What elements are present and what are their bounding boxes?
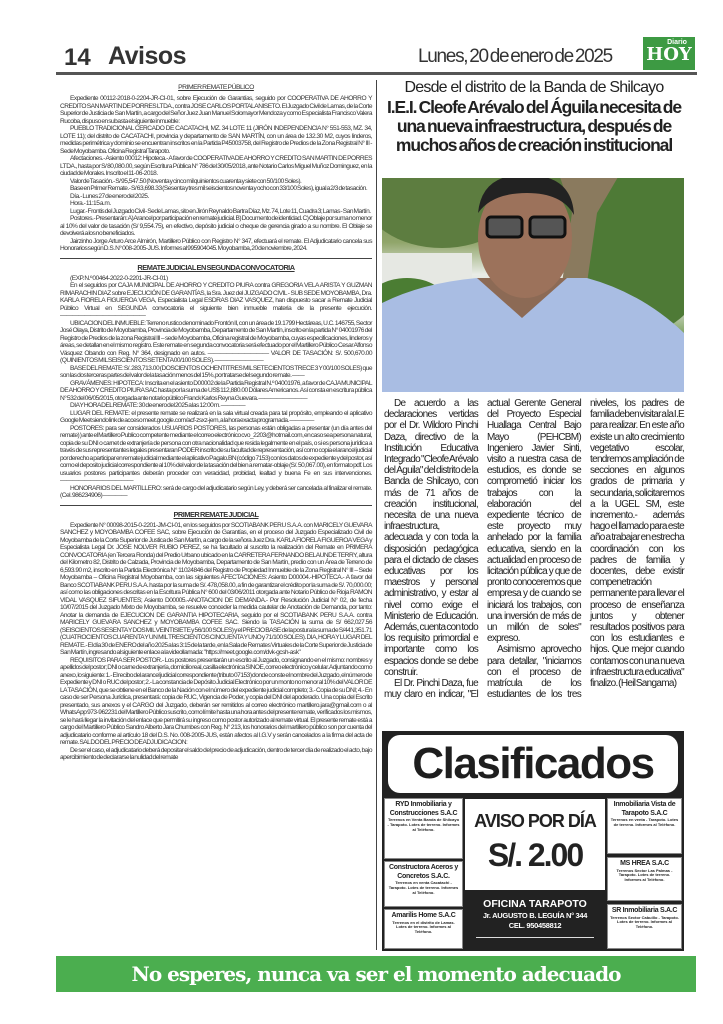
notice-paragraph: Afectaciones.- Asiento 00012: Hipoteca.- A favor de COOPERATIVA DE AHORRO Y CREDITO SAN MARTIN DE PORRES LTDA., hasta por S/ 80,080.00, según Escritura Pública N° 786 del 30/05/2018, ante Notario Carlos Miguel Muñoz Dominguez, en la ciudad de Morales. Inscrito el 11-06-2018. bbox=[60, 155, 372, 177]
office-address: Jr. AUGUSTO B. LEGUÍA N° 344 bbox=[482, 911, 588, 920]
newspaper-logo bbox=[643, 37, 695, 70]
ad-name: MS HREA S.A.C bbox=[620, 860, 669, 867]
classified-ad bbox=[384, 798, 463, 859]
article-body bbox=[384, 398, 684, 728]
notice-paragraph: Valor de Tasación.- S/ 95,547.50 (Noventa y cinco mil quinientos cuarenta y siete con 50/100 Soles). bbox=[70, 177, 302, 185]
notice-heading: REMATE JUDICIAL EN SEGUNDA CONVOCATORIA bbox=[137, 262, 295, 272]
office-panel bbox=[465, 890, 605, 950]
logo-top: Diario bbox=[667, 39, 687, 46]
ad-name: RYD Inmobiliaria y Construcciones S.A.C bbox=[389, 801, 458, 817]
classifieds-title: Clasificados bbox=[388, 735, 678, 793]
notice-paragraph: REQUISITOS PARA SER POSTOR.- Los postores presentarán un escrito al Juzgado, consignando en el mismo: nombres y apellidos del postor; DNI o carne de extranjería, domicilio real, casilla electrónica SINOE, correo electrónico y celular. Adjuntando como anexo, lo siguiente: 1.- El recibo del arancel judicial correspondiente (tributo 07153) donde conste el nombre del Juzgado, el número de Expediente y DNI o RUC del postor; 2.- La constancia de Depósito Judicial Electrónico por un monto no menor al 10% del VALOR DE LA TASACIÓN, que se obtiene en el Banco de la Nación con el número del expediente judicial completo; 3.- Copia de su DNI; 4.- En caso de ser Persona Jurídica, presentará: copia de RUC, Vigencia de Poder, y copia del DNI del apoderado. Una copia del Escrito presentado, sus anexos y el CARGO del Juzgado, deberán ser remitidos al correo electrónico martillero.jara@gmail.com o al WhatsApp 973-962231 del Martillero Público suscrito, como límite hasta una hora antes del presente remate, verificados los mismos, se le hará llegar la invitación del enlace que permitirá su ingreso como postor autorizado al remate virtual. El presente remate está a cargo del Martillero Público Sandro Alberto Jara Chumbes con Reg. N° 213, los honorarios del martillero público son por cuenta del adjudicatario conforme al artículo 18 del D.S. No. 008-2005-JUS, están afectos al I.G.V y serán cancelados a la firma del acta de remate. SALDO DEL PRECIO DE ADJUDICACION: bbox=[60, 656, 372, 746]
header-rule bbox=[56, 72, 697, 75]
notice-paragraph: (EXP. N.º 00464-2022-0-2201-JR-CI-01) bbox=[70, 274, 168, 282]
article-photo bbox=[382, 178, 684, 392]
notice-paragraph: Hora.- 11:15 a.m. bbox=[70, 200, 111, 207]
price-value: S/. 2.00 bbox=[487, 837, 583, 873]
notice-paragraph: GRAVÁMENES: HIPOTECA: Inscrita en el asiento D00002 de la Partida Registral N.º 04001976, a favor de CAJA MUNICIPAL DE AHORRO Y CREDITO PIURA SAC hasta por la suma de US$ 112,880.00 Dólares Americanos. Así consta en escritura pública N° 532 del 06/05/2015, otorgada ante notario público Franck Karlos Reyna Guevara. ———————— bbox=[60, 379, 372, 402]
article-paragraph: De acuerdo a las declaraciones vertidas por el Dr. Wildoro Pinchi Daza, directivo de la Institución Educativa Integrado "Cleofe Arévalo del Águila" del distrito de la Banda de Shilcayo, con más de 71 años de creación institucional, necesita de una nueva infraestructura, adecuada y con toda la disposición pedagógica para el dictado de clases educativas por los maestros y personal administrativo, y estar al nivel como exige el Ministerio de Educación. Además, cuenta con todo los requisito primordial e importante como los espacios donde se debe construir. bbox=[384, 398, 478, 678]
notice-paragraph: Expediente 00112-2018-0-2204-JR-CI-01, sobre Ejecución de Garantías, seguido por COOPERATIVA DE AHORRO Y CREDITO SAN MARTIN DE PORRES LTDA., contra JOSE CARLOS PORTAL ANISETO. El Juzgado Civil de Lamas, de la Corte Superior de Justicia de San Martín, a cargo del Señor Juez Juan Manuel Solomayor Mendoza y como Especialista Francisco Valera Rucoba, dispuso en subasta el siguiente inmueble: bbox=[60, 95, 372, 125]
ad-text: Terrenos Sector Cabuillo - Tarapoto. Lotes de terreno. Informes al Teléfono. bbox=[610, 914, 679, 930]
classified-ad bbox=[384, 909, 463, 949]
notice-heading: PRIMER REMATE PÚBLICO bbox=[178, 84, 254, 91]
notice-paragraph: DIA Y HORA DEL REMATE: 30 de enero del 2025 a las 12:00 m. ———— bbox=[70, 402, 246, 409]
office-divider bbox=[476, 937, 594, 938]
notice-divider bbox=[60, 258, 372, 259]
ad-name: Constructora Aceros y Concretos S.A.C. bbox=[389, 864, 458, 880]
notice-paragraph: PUEBLO TRADICIONAL CERCADO DE CACATACHI, MZ. 34 LOTE 11 (JIRÓN INDEPENDENCIA N° 551-553, MZ. 34, LOTE 11); del distrito de CACATACHI, provincia y departamento de SAN MARTÍN, con un área de 132.30 M2, cuyos linderos, medidas perimétrica y dominio se encuentran inscritos en la Partida P45003758, del Registro de Predios de la Zona Registral N° III - Sede Moyobamba. Oficina Registral Tarapoto. bbox=[60, 125, 372, 155]
classified-ad bbox=[607, 904, 682, 949]
ad-name: Inmobiliaria Vista de Tarapoto S.A.C bbox=[613, 801, 676, 817]
legal-notices bbox=[60, 83, 372, 762]
notice-paragraph: Postores.- Presentarán: A) Arancel por participación en remate judicial. B) Documento de identidad. C) Oblaje por suma no menor al 10% del valor de tasación (S/ 9,554.75), en efectivo, depósito judicial o cheque de gerencia girado a su nombre. El Oblaje se devolverá a los no beneficiados. bbox=[60, 215, 372, 237]
notice-paragraph: POSTORES: para ser considerados USUARIOS POSTORES, las personas están obligadas a presentar (un día antes del remate) ) ante el Martillero Publico competente mediante el correo electrónico cvo_2203@hotmail.com, en caso sea persona natural, copia de su DNI o carnet de extranjería de persona con otra nacionalidad que resida legalmente en el país, o si es persona jurídica a través de sus representantes legales presentaran PODER inscrito de su facultad de representación, así como copia el arancel judicial por derecho a participar en remate judicial mediante el aplicativo Pagalo.BN (código 7153) con los datos de expediente y del postor, así como el deposito judicial correspondiente al 10% del valor de la tasación del bien a rematar-oblaje (S/. 50,067.00), en formato pdf. Los usuarios postores participantes deberán proceder con veracidad, probidad, lealtad y buena Fe en sus intervenciones. ———————————— bbox=[60, 424, 372, 484]
notice-paragraph: Lugar.- Frontis del Juzgado Civil - Sede Lamas, sito en Jirón Reynaldo Bartra Díaz, Mz. 74, Lote 11, Cuadra 3; Lamas - San Martín. bbox=[70, 207, 371, 215]
column-divider bbox=[376, 80, 377, 950]
notice-paragraph: Jairzinho Jorge Arturo Arce Almirón, Martillero Público con Registro N° 347, efectuará el remate. El Adjudicatario cancela sus Honorarios según D.S. N° 008-2005-JUS. Informes al 995904045. Moyobamba, 20 de noviembre, 2024. bbox=[60, 237, 372, 252]
article-title: I.E.I. Cleofe Arévalo del Águila necesita de una nueva infraestructura, después de muchos años de creación institucional bbox=[386, 97, 681, 155]
price-label: AVISO POR DÍA bbox=[474, 811, 596, 831]
ad-text: Terrenos en venta - Tarapoto. Lotes de terreno. Informes al Teléfono. bbox=[610, 817, 679, 827]
notice-paragraph: Expediente N° 00098-2015-0-2201-JM-CI-01, en los seguidos por SCOTIABANK PERU S.A.A. con MARICELY GUEVARA SANCHEZ y MOYOBAMBA COFEE SAC, sobre Ejecución de Garantías, en el proceso del Juzgado Especializado Civil de Moyobamba de la Corte Superior de Justica de San Martín, a cargo de la señora Juez Dra. KARLA FIORELA FIGUEROA VEGA y Especialista Legal Dr. JOSE NOLVER RUBIO PEREZ, se ha facultado al suscrito la realización del Remate en PRIMERA CONVOCATORIA (en Tercera Ronda) del Predio Urbano ubicado en la CARRETERA FERNANDO BELAUNDE TERRY, altura del Kilometro 82, Distrito de Calzada, Provincia de Moyobamba, Departamento de San Martín, predio con un Área de Terreno de 6,593.90 m2, inscrito en la Partida Electrónica N° 11024846 del Registro de Propiedad Inmueble de la Zona Registral N° III – Sede Moyobamba – Oficina Registral Moyobamba, con las siguientes AFECTACIONES: Asiento D00004.-HIPOTECA.- A favor del Banco SCOTIABANK PERU S.A.A. hasta por la suma de S/. 478,058.00, a fin de garantizar el crédito por la suma de S/. 70,000.00; así como las obligaciones descritas en la Escritura Pública N° 600 del 03/06/2011 otorgada ante Notario Público de Rioja RAMON VIDAL VASQUEZ SIFUENTES; Asiento D00005.-ANOTACION DE DEMANDA.- Por Resolución Judicial N° 02, de fecha 10/07/2015 del Juzgado Mixto de Moyobamba, se resuelve conceder la medida cautelar de Anotación de Demanda, por tanto: Anotar la demanda de EJECUCION DE GARANTIA HIPOTECARIA, seguido por el SCOTIABANK PERU S.A.A. contra MARICELY GUEVARA SANCHEZ y MOYOBAMBA COFEE SAC. Siendo la TASACIÓN la suma de S/ 662,027.56 (SEISCIENTOS SESENTA Y DOS MIL VEINTISIETE y 56/100 SOLES) y el PRECIO BASE de la postura la suma de S/441,351.71 (CUATROCIENTOS CUARENTA Y UN MIL TRESCIENTOS CINCUENTA Y UNO y 71/100 SOLES). DIA, HORA Y LUGAR DEL REMATE.- El día 30 de ENERO del año 2025 a las 3:15 de la tarde, en la Sala de Remates Virtuales de la Corte Superior de Justicia de San Martín, ingresando al siguiente enlace a la videollamada: "https://meet.google.com/dvk-gcsh-ask" bbox=[60, 521, 372, 656]
notice-paragraph: Día.- Lunes 27 de enero del 2025. bbox=[70, 192, 149, 200]
office-title: OFICINA TARAPOTO bbox=[483, 898, 587, 910]
portrait-illustration bbox=[382, 178, 684, 392]
notice-paragraph: BASE DEL REMATE: S/. 283,713.00 (DOSCIENTOS OCHENTITRES MIL SETECIENTOS TRECE 3 Y 00/100 SOLES) que son las dos terceras partes del valor de la tasación menos del 15%, por tratarse del segundo remate. —— bbox=[60, 364, 372, 379]
logo-main: HOY bbox=[646, 44, 692, 65]
ad-name: Amarilis Home S.A.C bbox=[391, 912, 456, 919]
ad-text: Terrenos en Venta Banda de Shilcayo - Tarapoto. Lotes de terreno. Informes al Teléfono. bbox=[387, 817, 460, 832]
classified-ad bbox=[384, 861, 463, 907]
notice-heading: PRIMER REMATE JUDICIAL bbox=[173, 509, 259, 519]
notice-paragraph: Base en Primer Remate.- S/ 63,698.33 (Sesenta y tres mil seiscientos noventa y ocho con 33/100 Soles), igual a 2/3 de tasación. bbox=[70, 185, 368, 192]
ad-text: Terrenos en el distrito de Lamas. Lotes de terreno. Informes al Teléfono. bbox=[392, 919, 455, 935]
article-kicker: Desde el distrito de la Banda de Shilcayo bbox=[404, 79, 664, 96]
ad-text: Terrenos Sector Las Palmas - Tarapoto. Lotes de terreno. Informes al Teléfono. bbox=[616, 867, 673, 883]
page-number: 14 bbox=[64, 44, 91, 71]
article-paragraph: El Dr. Pinchi Daza, fue muy claro en indicar, "El actual Gerente General del Proyecto Especial Huallaga Central Bajo Mayo (PEHCBM) Ingeniero Javier Sinti, visito a nuestra casa de estudios, es donde se comprometió iniciar los trabajos con la elaboración del expediente técnico de este proyecto muy anhelado por la familia educativa, siendo en la actualidad en proceso de licitación pública y que de pronto conoceremos que empresa y de cuando se iniciará los trabajos, con una inversión de más de un millón de soles" expreso. bbox=[384, 398, 581, 701]
price-panel bbox=[465, 799, 605, 890]
ad-name: SR Inmobiliaria S.A.C bbox=[611, 907, 678, 914]
slogan-banner: No esperes, nunca va ser el momento adecuado bbox=[56, 956, 696, 992]
classified-ad bbox=[607, 857, 682, 901]
classifieds-box bbox=[382, 731, 684, 951]
ad-text: Terrenos en venta Cacatachi - Tarapoto. Lotes de terreno. Informes al Teléfono. bbox=[388, 880, 459, 895]
notice-paragraph: En el seguidos por CAJA MUNICIPAL DE AHORRO Y CREDITO PIURA contra GREGORIA VELA ARISTA Y GUZMAN RIMARACHIN DIAZ sobre EJECUCIÓN DE GARANTÍAS, la Sra. Juez del JUZGADO CIVIL - SUB SEDE MOYOBAMBA, Dra. KARLA FIORELA FIGUEROA VEGA, Especialista Legal ESDRAS DIAZ VASQUEZ, han dispuesto sacar a Remate Judicial Público Virtual en SEGUNDA convocatoria el siguiente bien inmueble materia de la presente ejecución. —————————————— bbox=[60, 282, 372, 319]
notice-paragraph: UBICACION DEL INMUEBLE: Terreno rustico denominado Frontón II, con un área de 19.1799 Hectáreas, U.C. 146755, Sector José Olaya, Distrito de Moyobamba, Provincia de Moyobamba, Departamento de San Martín, inscrito en la partida N° 04001976 del Registro de Predios de la zona Registral III – sede Moyobamba, Oficina registral de Moyobamba, cuyas especificaciones, linderos y áreas, se detallan en el mismo registro. Este remate en segunda convocatoria será efectuado por el Martillero Público Cesar Alfonso Vásquez Obando con Reg. N° 364, designado en autos. —————————— VALOR DE TASACIÓN: S/. 500,670.00 (QUINIENTOS MIL SEISCIENTOS SETENTA 00/100 SOLES). ———————— bbox=[60, 319, 372, 364]
classified-ad bbox=[607, 798, 682, 854]
notice-divider bbox=[60, 505, 372, 506]
notice-paragraph: De ser el caso, el adjudicatario deberá depositar el saldo del precio de adjudicación, dentro de tercer día de realizado el acto, bajo apercibimiento de declararse la nulidad del remate bbox=[60, 746, 372, 761]
notice-paragraph: HONORARIOS DEL MARTILLERO: será de cargo del adjudicatario según Ley, y deberá ser cancelada al finalizar el remate. (Cel. 986234906) ———— bbox=[60, 484, 372, 499]
section-title: Avisos bbox=[108, 42, 187, 70]
issue-date: Lunes, 20 de enero de 2025 bbox=[418, 46, 612, 67]
article-paragraph: Asimismo aprovecho para detallar, "iniciamos con el proceso de matrícula de los estudiantes de los tres niveles, los padres de familia deben visitar a la I.E para realizar. En este año existe un alto crecimiento vegetativo escolar, tendremos ampliación de secciones en algunos grados de primaria y secundaria, solicitaremos a la UGEL SM, este incremento.- además hago el llamado para este año a trabajar en estrecha coordinación con los padres de familia y docentes, debe existir compenetración permanente para llevar el proceso de enseñanza juntos y obtener resultados positivos para con los estudiantes e hijos. Que mejor cuando contamos con una nueva infraestructura educativa" finalizo. (Heil Sangama) bbox=[487, 398, 684, 701]
notice-paragraph: LUGAR DEL REMATE: el presente remate se realizará en la sala virtual creada para tal propósito, empleando el aplicativo Google Meet siendo link de acceso meet.google.com/acf-zsxz-jem, a la hora exacta programada. ———— bbox=[60, 409, 372, 424]
office-phone: CEL. 950458812 bbox=[508, 921, 562, 930]
